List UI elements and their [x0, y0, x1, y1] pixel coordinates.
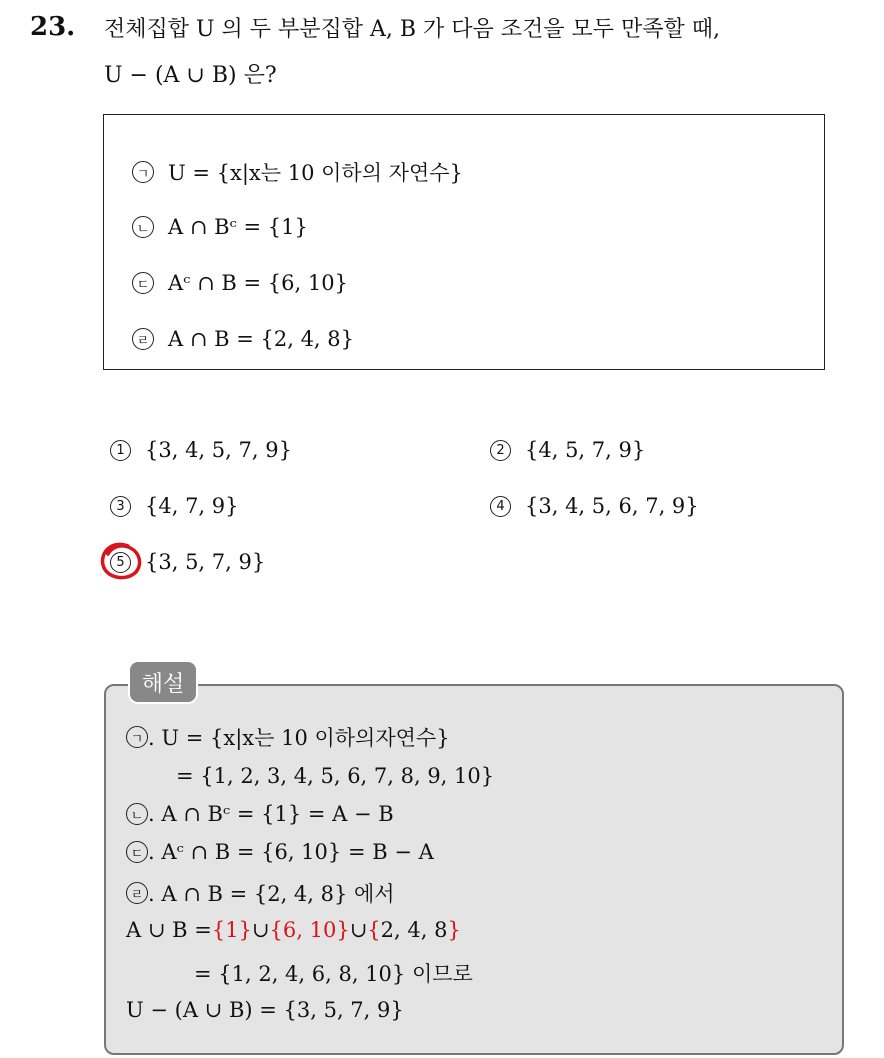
choice-5-text: {3, 5, 7, 9}: [145, 550, 266, 574]
solution-line-3-text: . A ∩ Bᶜ = {1} = A − B: [148, 802, 394, 826]
circled-rieul-icon: ㄹ: [132, 328, 154, 350]
solution-box: [104, 684, 844, 1055]
union-operator-1: ∪: [251, 918, 270, 942]
set-intersection-elements: 2, 4, 8: [380, 918, 448, 942]
choice-2-number: 2: [490, 440, 511, 461]
choice-5-number: 5: [110, 552, 131, 573]
circled-nieun-icon: ㄴ: [132, 216, 154, 238]
solution-line-5: [126, 878, 395, 908]
condition-2: [132, 215, 308, 239]
choice-1-number: 1: [110, 440, 131, 461]
union-expression-start: A ∪ B =: [126, 918, 212, 942]
union-operator-2: ∪: [349, 918, 368, 942]
circled-nieun-icon: ㄴ: [126, 803, 148, 825]
question-text-line2: U − (A ∪ B) 은?: [104, 63, 277, 88]
condition-3: [132, 271, 348, 295]
solution-line-8: U − (A ∪ B) = {3, 5, 7, 9}: [126, 998, 404, 1022]
condition-4: [132, 327, 354, 351]
condition-2-text: A ∩ Bᶜ = {1}: [168, 215, 308, 239]
circled-digeut-icon: ㄷ: [132, 272, 154, 294]
solution-line-3: [126, 802, 394, 826]
brace-close: }: [447, 918, 461, 942]
solution-line-5-text: . A ∩ B = {2, 4, 8} 에서: [148, 882, 395, 906]
condition-4-text: A ∩ B = {2, 4, 8}: [168, 327, 354, 351]
solution-line-1-text: . U = {x|x는 10 이하의자연수}: [148, 726, 450, 750]
solution-line-4-text: . Aᶜ ∩ B = {6, 10} = B − A: [148, 840, 434, 864]
answer-mark-circle-icon: [98, 540, 144, 584]
circled-rieul-icon: ㄹ: [126, 882, 148, 904]
set-b-minus-a: {6, 10}: [269, 918, 350, 942]
choice-4-number: 4: [490, 496, 511, 517]
choice-1[interactable]: [110, 438, 292, 462]
circled-giyeok-icon: ㄱ: [132, 161, 154, 183]
brace-open: {: [367, 918, 381, 942]
choice-4[interactable]: [490, 494, 699, 518]
question-number: 23.: [30, 12, 76, 42]
condition-1-text: U = {x|x는 10 이하의 자연수}: [168, 161, 463, 185]
solution-tab: 해설: [128, 660, 198, 704]
set-a-minus-b: {1}: [211, 918, 252, 942]
solution-line-4: [126, 840, 434, 864]
condition-1: [132, 157, 463, 187]
choice-1-text: {3, 4, 5, 7, 9}: [145, 438, 292, 462]
circled-digeut-icon: ㄷ: [126, 841, 148, 863]
solution-line-1: [126, 722, 450, 752]
condition-3-text: Aᶜ ∩ B = {6, 10}: [168, 271, 348, 295]
choice-3[interactable]: [110, 494, 239, 518]
circled-giyeok-icon: ㄱ: [126, 726, 148, 748]
conditions-box: [103, 114, 825, 370]
solution-line-2: = {1, 2, 3, 4, 5, 6, 7, 8, 9, 10}: [176, 764, 495, 788]
choice-2-text: {4, 5, 7, 9}: [525, 438, 646, 462]
choice-2[interactable]: [490, 438, 645, 462]
choice-4-text: {3, 4, 5, 6, 7, 9}: [525, 494, 699, 518]
question-text-line1: 전체집합 U 의 두 부분집합 A, B 가 다음 조건을 모두 만족할 때,: [104, 17, 721, 42]
choice-3-number: 3: [110, 496, 131, 517]
solution-line-7: = {1, 2, 4, 6, 8, 10} 이므로: [194, 962, 473, 986]
choice-3-text: {4, 7, 9}: [145, 494, 239, 518]
solution-line-6: [126, 918, 461, 942]
